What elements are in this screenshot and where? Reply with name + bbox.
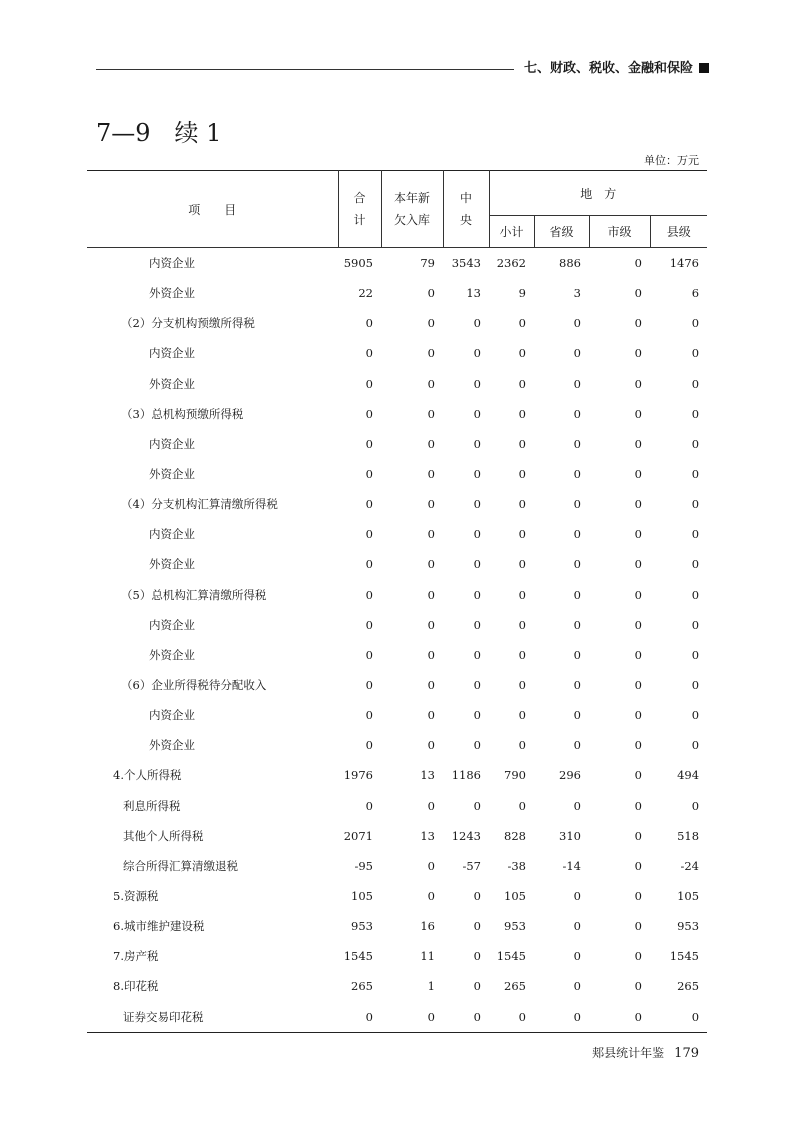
cell-value: 0 — [365, 798, 373, 813]
row-label: （5）总机构汇算清缴所得税 — [121, 587, 267, 602]
table-row — [87, 640, 707, 670]
table-row — [87, 338, 707, 368]
cell-value: 0 — [518, 376, 526, 391]
cell-value: 0 — [573, 949, 581, 964]
row-label: 外资企业 — [149, 467, 195, 482]
row-label: 内资企业 — [149, 256, 195, 271]
cell-value: 0 — [691, 346, 700, 361]
cell-value: 828 — [504, 828, 526, 843]
cell-value: 0 — [427, 527, 435, 542]
table-row — [87, 610, 707, 640]
col-header-arrears-b: 欠入库 — [393, 213, 430, 227]
cell-value: 0 — [427, 678, 435, 693]
cell-value: 265 — [351, 979, 373, 994]
cell-value: 0 — [634, 768, 642, 783]
cell-value: 13 — [420, 828, 435, 843]
cell-value: 0 — [634, 979, 642, 994]
table-row — [87, 369, 707, 399]
cell-value: 0 — [518, 647, 526, 662]
col-header-total-b: 计 — [353, 213, 366, 227]
footer-book: 郏县统计年鉴 — [592, 1046, 665, 1060]
cell-value: 0 — [427, 497, 435, 512]
cell-value: 0 — [691, 376, 700, 391]
cell-value: 3 — [573, 286, 581, 301]
cell-value: 0 — [634, 587, 642, 602]
cell-value: 0 — [427, 738, 435, 753]
cell-value: 0 — [518, 798, 526, 813]
table-row — [87, 911, 707, 941]
cell-value: 1976 — [343, 768, 373, 783]
table-row — [87, 489, 707, 519]
cell-value: 0 — [691, 497, 700, 512]
row-label: 内资企业 — [149, 346, 195, 361]
table-row — [87, 399, 707, 429]
cell-value: 0 — [573, 467, 581, 482]
cell-value: 0 — [634, 738, 642, 753]
cell-value: 0 — [365, 527, 373, 542]
table-row — [87, 881, 707, 911]
cell-value: 0 — [365, 738, 373, 753]
row-label: 内资企业 — [149, 617, 195, 632]
cell-value: 0 — [473, 316, 481, 331]
cell-value: -57 — [462, 858, 481, 873]
table-row — [87, 1002, 707, 1033]
cell-value: 0 — [365, 376, 373, 391]
cell-value: 0 — [634, 316, 642, 331]
cell-value: 0 — [634, 406, 642, 421]
cell-value: 0 — [443, 1002, 489, 1033]
cell-value: 0 — [489, 1002, 534, 1033]
cell-value: 0 — [473, 527, 481, 542]
cell-value: 0 — [427, 587, 435, 602]
cell-value: 2071 — [343, 828, 373, 843]
col-header-arrears — [381, 171, 443, 248]
cell-value: 0 — [427, 346, 435, 361]
cell-value: 105 — [351, 889, 373, 904]
cell-value: -38 — [507, 858, 526, 873]
cell-value: 0 — [473, 979, 481, 994]
table-title: 7—9 续 1 — [96, 119, 222, 147]
header-rule — [96, 69, 514, 70]
cell-value: 886 — [559, 256, 581, 271]
cell-value: 0 — [573, 738, 581, 753]
cell-value: 953 — [351, 919, 373, 934]
cell-value: 0 — [634, 919, 642, 934]
cell-value: 0 — [573, 919, 581, 934]
cell-value: 0 — [691, 798, 700, 813]
cell-value: 0 — [427, 557, 435, 572]
cell-value: 0 — [573, 346, 581, 361]
row-label: 外资企业 — [149, 376, 195, 391]
row-label: 外资企业 — [149, 557, 195, 572]
cell-value: 494 — [677, 768, 700, 783]
cell-value: 0 — [381, 1002, 443, 1033]
cell-value: 1186 — [451, 768, 481, 783]
cell-value: 1476 — [669, 256, 700, 271]
cell-value: 0 — [634, 436, 642, 451]
cell-value: 2362 — [496, 256, 526, 271]
cell-value: 0 — [634, 617, 642, 632]
cell-value: 0 — [365, 678, 373, 693]
col-header-central — [443, 171, 489, 248]
cell-value: 0 — [473, 889, 481, 904]
cell-value: 13 — [466, 286, 481, 301]
cell-value: 0 — [691, 587, 700, 602]
cell-value: 22 — [358, 286, 373, 301]
cell-value: 296 — [559, 768, 581, 783]
row-label: 6.城市维护建设税 — [113, 919, 205, 934]
cell-value: 0 — [691, 436, 700, 451]
table-row — [87, 941, 707, 971]
cell-value: 6 — [691, 286, 700, 301]
col-header-arrears-a: 本年新 — [393, 191, 430, 205]
cell-value: 0 — [473, 949, 481, 964]
cell-value: 0 — [573, 497, 581, 512]
cell-value: 1545 — [343, 949, 373, 964]
col-header-item: 项 目 — [87, 171, 338, 248]
cell-value: 0 — [634, 708, 642, 723]
row-label: 内资企业 — [149, 436, 195, 451]
row-label: 外资企业 — [149, 738, 195, 753]
cell-value: 0 — [518, 557, 526, 572]
cell-value: 11 — [420, 949, 435, 964]
cell-value: 0 — [473, 587, 481, 602]
col-header-total-a: 合 — [353, 191, 366, 205]
row-label: （6）企业所得税待分配收入 — [121, 678, 267, 693]
cell-value: 1 — [427, 979, 435, 994]
unit-label: 单位：万元 — [644, 154, 699, 167]
cell-value: 0 — [365, 617, 373, 632]
table-row — [87, 248, 707, 279]
cell-value: 0 — [650, 1002, 707, 1033]
cell-value: 0 — [634, 467, 642, 482]
cell-value: 0 — [365, 557, 373, 572]
row-label: 内资企业 — [149, 527, 195, 542]
cell-value: 0 — [691, 678, 700, 693]
cell-value: 0 — [691, 557, 700, 572]
cell-value: 0 — [365, 406, 373, 421]
cell-value: 9 — [518, 286, 526, 301]
cell-value: 0 — [427, 617, 435, 632]
cell-value: 0 — [365, 467, 373, 482]
cell-value: 0 — [518, 497, 526, 512]
cell-value: 0 — [573, 376, 581, 391]
row-label: 综合所得汇算清缴退税 — [123, 858, 238, 873]
cell-value: 0 — [573, 527, 581, 542]
col-header-city: 市级 — [589, 216, 650, 248]
col-header-local: 地 方 — [489, 171, 707, 216]
row-label: （2）分支机构预缴所得税 — [121, 316, 255, 331]
table-row — [87, 971, 707, 1001]
cell-value: 0 — [634, 346, 642, 361]
cell-value: 0 — [573, 436, 581, 451]
cell-value: 0 — [573, 617, 581, 632]
cell-value: 0 — [534, 1002, 589, 1033]
cell-value: 0 — [427, 436, 435, 451]
cell-value: 1545 — [669, 949, 700, 964]
cell-value: 0 — [473, 376, 481, 391]
cell-value: 0 — [589, 1002, 650, 1033]
table-row — [87, 278, 707, 308]
col-header-province: 省级 — [534, 216, 589, 248]
row-label: 证券交易印花税 — [87, 1002, 338, 1033]
cell-value: 0 — [634, 798, 642, 813]
row-label: 其他个人所得税 — [123, 828, 204, 843]
cell-value: 0 — [691, 467, 700, 482]
cell-value: 0 — [518, 678, 526, 693]
cell-value: 0 — [573, 889, 581, 904]
cell-value: 518 — [677, 828, 700, 843]
cell-value: 0 — [473, 436, 481, 451]
cell-value: 0 — [518, 467, 526, 482]
cell-value: 0 — [365, 708, 373, 723]
cell-value: 0 — [634, 286, 642, 301]
cell-value: 0 — [518, 316, 526, 331]
row-label: 5.资源税 — [113, 889, 159, 904]
cell-value: 0 — [573, 708, 581, 723]
cell-value: 0 — [518, 617, 526, 632]
cell-value: 790 — [504, 768, 526, 783]
cell-value: 5905 — [343, 256, 373, 271]
cell-value: 0 — [634, 557, 642, 572]
cell-value: 0 — [473, 406, 481, 421]
cell-value: 0 — [518, 527, 526, 542]
cell-value: 0 — [473, 346, 481, 361]
cell-value: 0 — [634, 527, 642, 542]
table-row — [87, 821, 707, 851]
cell-value: 79 — [420, 256, 435, 271]
cell-value: 0 — [573, 678, 581, 693]
cell-value: 0 — [365, 436, 373, 451]
cell-value: 0 — [427, 798, 435, 813]
cell-value: 13 — [420, 768, 435, 783]
cell-value: 0 — [518, 738, 526, 753]
cell-value: 0 — [473, 919, 481, 934]
cell-value: 0 — [691, 738, 700, 753]
col-header-central-a: 中 — [459, 191, 472, 205]
row-label: 4.个人所得税 — [113, 768, 182, 783]
cell-value: 0 — [473, 557, 481, 572]
cell-value: 0 — [573, 647, 581, 662]
table-row — [87, 760, 707, 790]
table-row — [87, 791, 707, 821]
cell-value: 0 — [634, 889, 642, 904]
cell-value: 16 — [420, 919, 435, 934]
cell-value: 0 — [634, 256, 642, 271]
row-label: （3）总机构预缴所得税 — [121, 406, 244, 421]
cell-value: -14 — [562, 858, 581, 873]
row-label: 外资企业 — [149, 647, 195, 662]
cell-value: 953 — [504, 919, 526, 934]
row-label: 内资企业 — [149, 708, 195, 723]
square-marker-icon — [699, 63, 709, 73]
cell-value: 0 — [573, 587, 581, 602]
cell-value: 0 — [365, 316, 373, 331]
cell-value: 1243 — [451, 828, 481, 843]
cell-value: 0 — [518, 708, 526, 723]
data-table — [87, 170, 707, 1033]
footer — [592, 1044, 699, 1061]
cell-value: 0 — [473, 617, 481, 632]
cell-value: 0 — [365, 346, 373, 361]
table-row — [87, 700, 707, 730]
cell-value: 0 — [634, 647, 642, 662]
row-label: 外资企业 — [149, 286, 195, 301]
col-header-county: 县级 — [650, 216, 707, 248]
cell-value: 0 — [634, 828, 642, 843]
cell-value: 0 — [634, 497, 642, 512]
cell-value: 0 — [634, 678, 642, 693]
row-label: 利息所得税 — [123, 798, 181, 813]
cell-value: 0 — [634, 858, 642, 873]
cell-value: 0 — [473, 467, 481, 482]
cell-value: 105 — [504, 889, 526, 904]
cell-value: 0 — [573, 316, 581, 331]
table-body — [87, 248, 707, 1033]
cell-value: -95 — [354, 858, 373, 873]
cell-value: 0 — [473, 708, 481, 723]
cell-value: 0 — [473, 497, 481, 512]
cell-value: 0 — [427, 708, 435, 723]
table-row — [87, 459, 707, 489]
col-header-subtotal: 小计 — [489, 216, 534, 248]
table-row — [87, 670, 707, 700]
cell-value: 0 — [634, 376, 642, 391]
cell-value: 0 — [518, 436, 526, 451]
cell-value: 0 — [427, 376, 435, 391]
cell-value: 0 — [427, 858, 435, 873]
table-row — [87, 549, 707, 579]
cell-value: 0 — [427, 316, 435, 331]
row-label: （4）分支机构汇算清缴所得税 — [121, 497, 278, 512]
cell-value: 0 — [365, 497, 373, 512]
section-title-text: 七、财政、税收、金融和保险 — [524, 61, 694, 76]
col-header-total — [338, 171, 381, 248]
cell-value: 0 — [518, 406, 526, 421]
table-row — [87, 519, 707, 549]
cell-value: 0 — [573, 406, 581, 421]
cell-value: 0 — [518, 587, 526, 602]
cell-value: 0 — [691, 316, 700, 331]
cell-value: -24 — [680, 858, 700, 873]
cell-value: 0 — [473, 798, 481, 813]
cell-value: 105 — [677, 889, 700, 904]
section-title — [524, 57, 709, 76]
cell-value: 0 — [691, 406, 700, 421]
cell-value: 3543 — [451, 256, 481, 271]
cell-value: 0 — [634, 949, 642, 964]
col-header-central-b: 央 — [459, 213, 472, 227]
cell-value: 0 — [338, 1002, 381, 1033]
table-row — [87, 429, 707, 459]
table-row — [87, 730, 707, 760]
cell-value: 0 — [573, 798, 581, 813]
row-label: 7.房产税 — [113, 949, 159, 964]
cell-value: 0 — [427, 286, 435, 301]
table-row — [87, 580, 707, 610]
cell-value: 0 — [473, 738, 481, 753]
cell-value: 0 — [427, 467, 435, 482]
cell-value: 265 — [504, 979, 526, 994]
table-row — [87, 308, 707, 338]
cell-value: 953 — [677, 919, 700, 934]
cell-value: 0 — [691, 527, 700, 542]
cell-value: 0 — [573, 979, 581, 994]
cell-value: 1545 — [496, 949, 526, 964]
cell-value: 0 — [473, 647, 481, 662]
row-label: 8.印花税 — [113, 979, 159, 994]
cell-value: 265 — [677, 979, 700, 994]
page-number: 179 — [674, 1046, 699, 1061]
cell-value: 0 — [473, 678, 481, 693]
cell-value: 0 — [365, 647, 373, 662]
cell-value: 0 — [691, 647, 700, 662]
cell-value: 310 — [559, 828, 581, 843]
cell-value: 0 — [691, 617, 700, 632]
cell-value: 0 — [427, 406, 435, 421]
cell-value: 0 — [427, 647, 435, 662]
cell-value: 0 — [427, 889, 435, 904]
cell-value: 0 — [365, 587, 373, 602]
cell-value: 0 — [691, 708, 700, 723]
cell-value: 0 — [518, 346, 526, 361]
cell-value: 0 — [573, 557, 581, 572]
table-row — [87, 851, 707, 881]
